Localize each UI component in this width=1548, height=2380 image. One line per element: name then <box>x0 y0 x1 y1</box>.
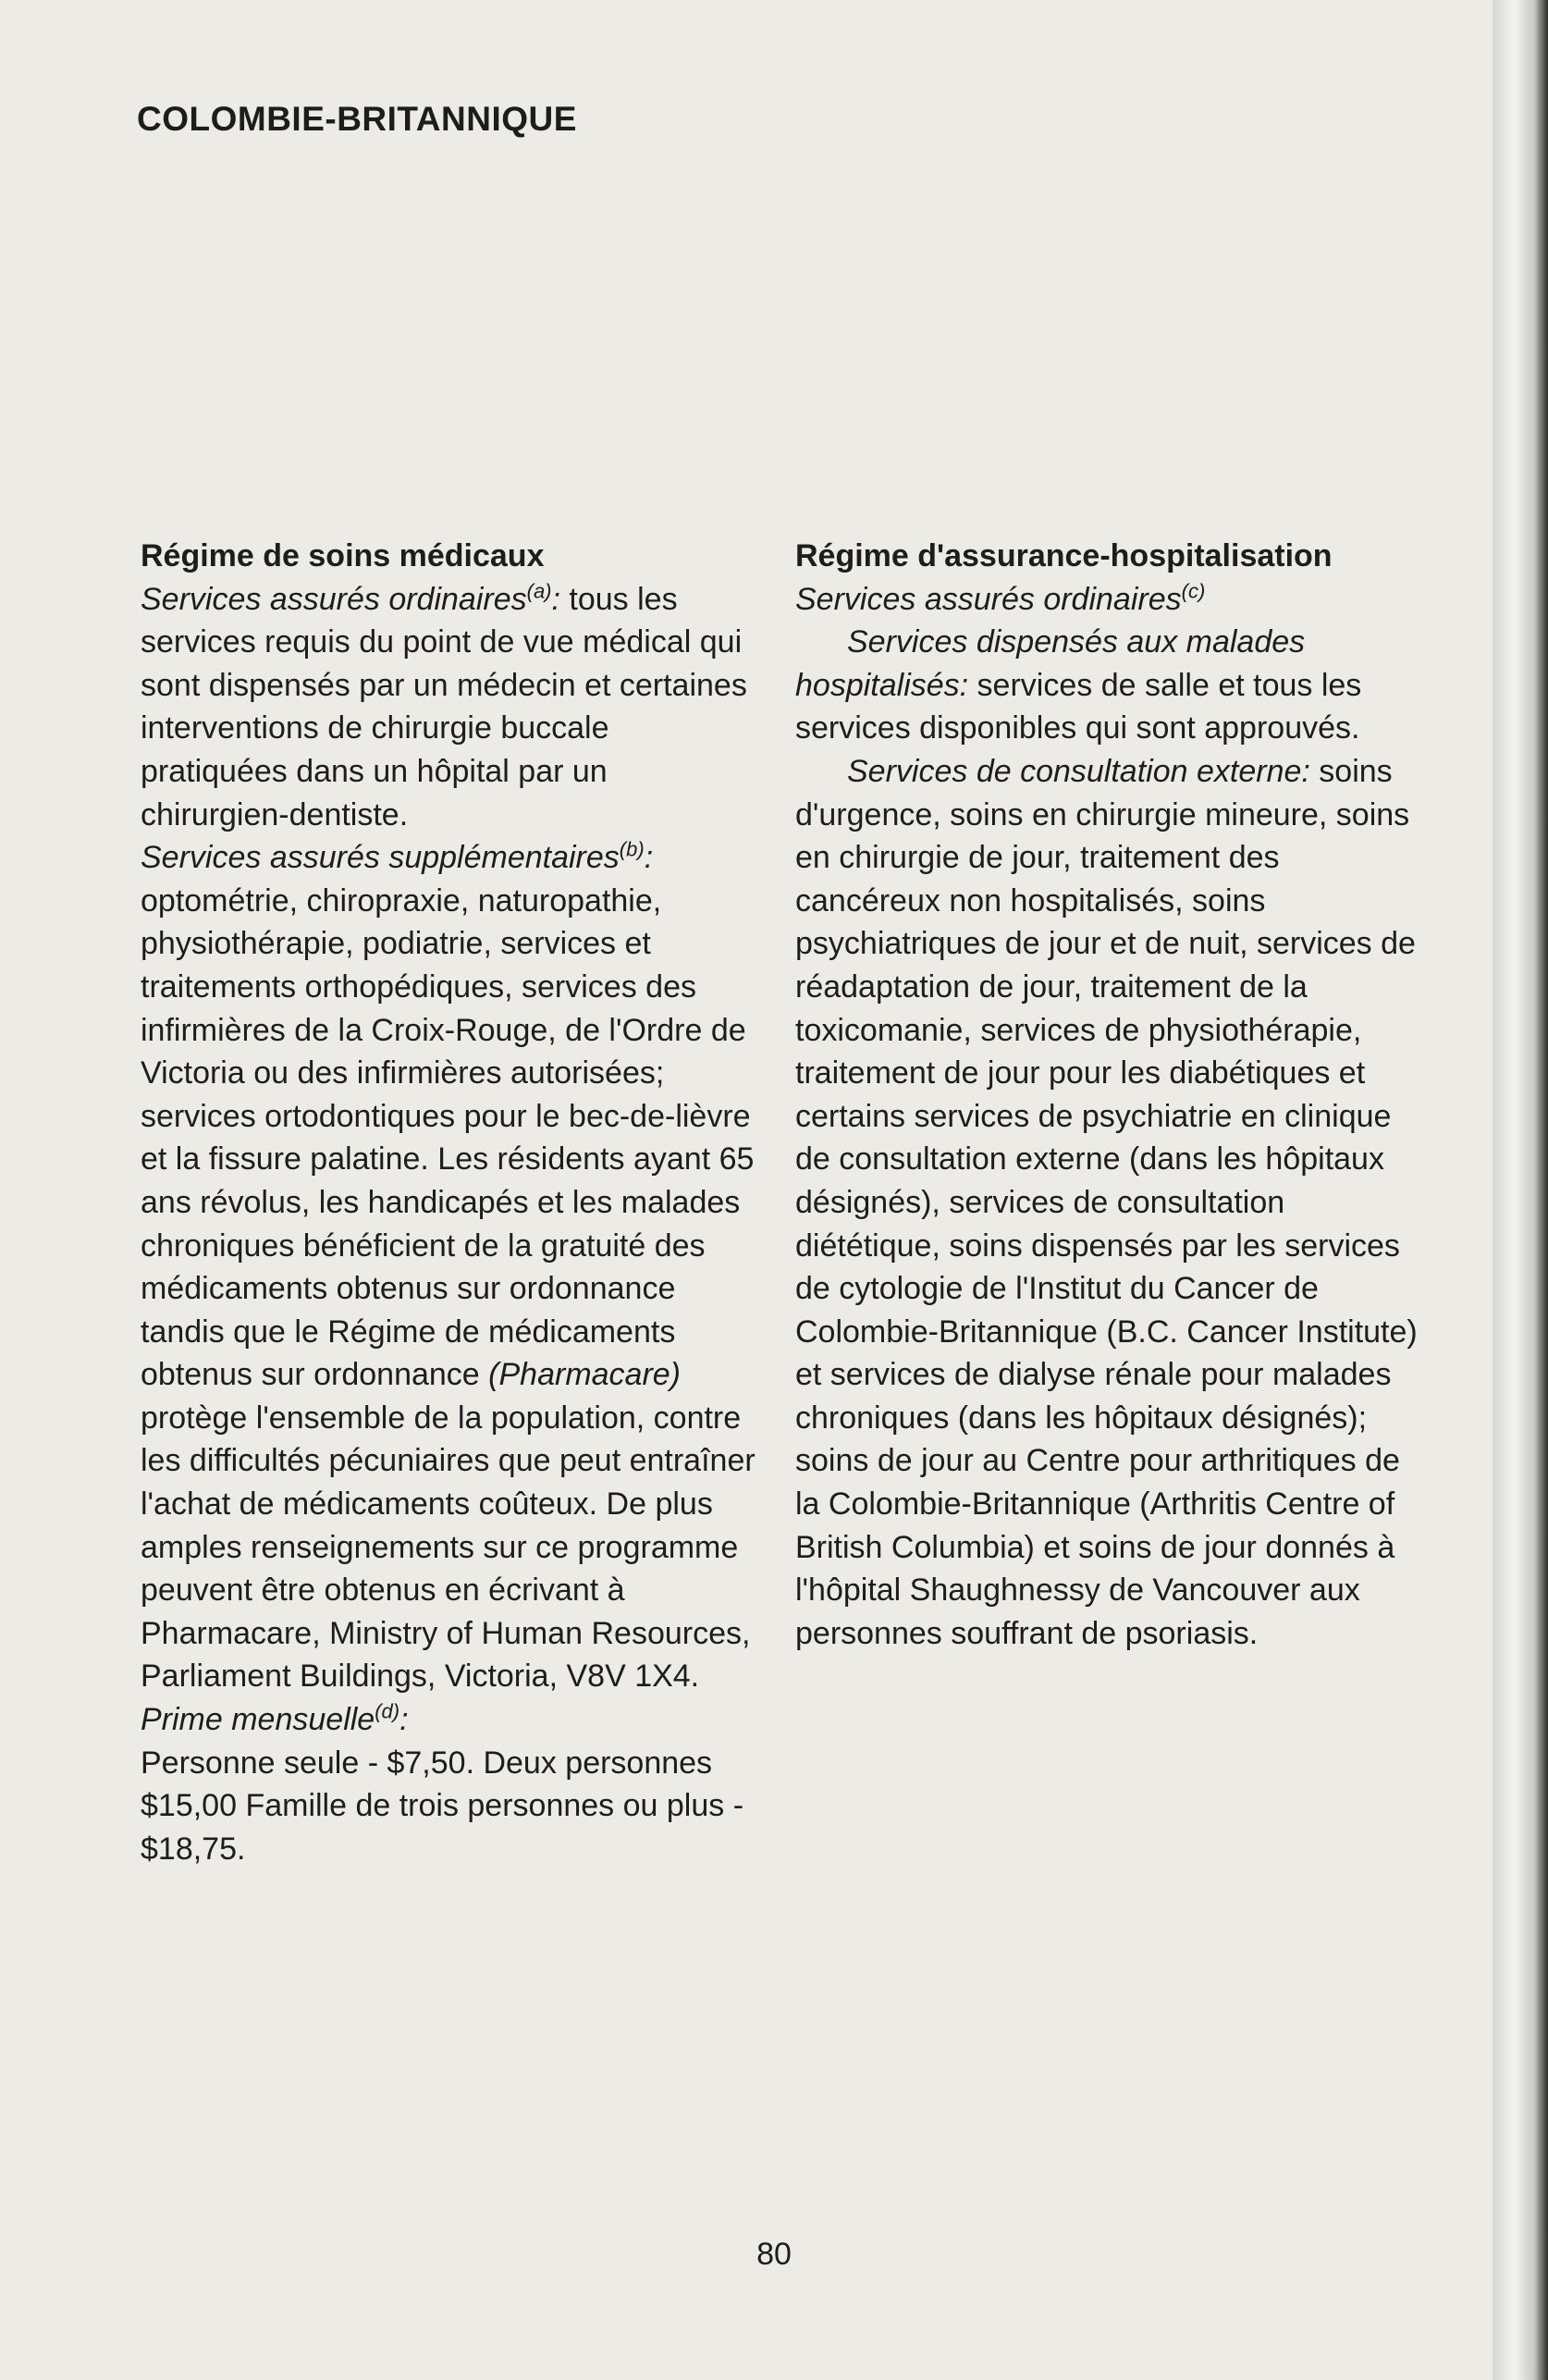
left-p2-text-1: optométrie, chiropraxie, naturopathie, physiothérapie, podiatrie, services et traitements orthopédiques, services des infirmières de la Croix-Rouge, de l'Ordre de Victoria ou des infirmières autorisées; services ortodontiques pour le bec-de-lièvre et la fissure palatine. Les résidents ayant 65 ans révolus, les handicapés et les malades chroniques bénéficient de la gratuité des médicaments obtenus sur ordonnance tandis que le Régime de médicaments obtenus sur ordonnance <box>141 882 755 1393</box>
left-column <box>141 535 760 1870</box>
left-p1-label: Services assurés ordinaires <box>141 581 527 617</box>
left-p3-colon: : <box>399 1702 409 1738</box>
page-edge <box>1493 0 1548 2380</box>
footnote-c: (c) <box>1181 579 1206 603</box>
page-number: 80 <box>756 2237 792 2272</box>
left-paragraph-1 <box>141 578 760 837</box>
page-header: COLOMBIE-BRITANNIQUE <box>137 100 577 138</box>
footnote-d: (d) <box>375 1699 400 1723</box>
right-p1-label: Services assurés ordinaires <box>795 581 1182 617</box>
right-column <box>795 535 1424 1655</box>
left-paragraph-3 <box>141 1698 760 1742</box>
left-p2-text-2: protège l'ensemble de la population, contre les difficultés pécuniaires que peut entraîner l'achat de médicaments coûteux. De plus amples renseignements sur ce programme peuvent être obtenus en écrivant à Pharmacare, Ministry of Human Resources, Parliament Buildings, Victoria, V8V 1X4. <box>141 1400 756 1695</box>
left-p2-label: Services assurés supplémentaires <box>141 840 620 876</box>
footnote-a: (a) <box>526 579 552 603</box>
left-p1-text: tous les services requis du point de vue médical qui sont dispensés par un médecin et certaines interventions de chirurgie buccale pratiquées dans un hôpital par un chirurgien-dentiste. <box>141 581 747 832</box>
right-paragraph-3 <box>795 750 1424 1655</box>
left-p3-label: Prime mensuelle <box>141 1702 375 1738</box>
right-paragraph-2 <box>795 621 1424 750</box>
right-paragraph-1 <box>795 578 1424 622</box>
left-p2-italic: (Pharmacare) <box>488 1357 682 1393</box>
right-p3-text: soins d'urgence, soins en chirurgie mineure, soins en chirurgie de jour, traitement des cancéreux non hospitalisés, soins psychiatriques de jour et de nuit, services de réadaptation de jour, traitement de la toxicomanie, services de physiothérapie, traitement de jour pour les diabétiques et certains services de psychiatrie en clinique de consultation externe (dans les hôpitaux désignés), services de consultation diététique, soins dispensés par les services de cytologie de l'Institut du Cancer de Colombie-Britannique (B.C. Cancer Institute) et services de dialyse rénale pour malades chroniques (dans les hôpitaux désignés); soins de jour au Centre pour arthritiques de la Colombie-Britannique (Arthritis Centre of British Columbia) et soins de jour donnés à l'hôpital Shaughnessy de Vancouver aux personnes souffrant de psoriasis. <box>795 753 1418 1651</box>
footnote-b: (b) <box>619 837 645 861</box>
left-p2-colon: : <box>644 840 654 876</box>
right-p2-text: services de salle et tous les services disponibles qui sont approuvés. <box>795 667 1362 746</box>
right-p2-label: Services dispensés aux malades hospitalisés: <box>795 624 1306 703</box>
right-section-title: Régime d'assurance-hospitalisation <box>795 538 1333 573</box>
left-section-title: Régime de soins médicaux <box>141 538 545 573</box>
left-paragraph-2 <box>141 836 760 1698</box>
right-p3-label: Services de consultation externe: <box>847 753 1310 789</box>
left-p1-colon: : <box>551 581 560 617</box>
left-p3-text: Personne seule - $7,50. Deux personnes $15,00 Famille de trois personnes ou plus - $18,75. <box>141 1745 744 1867</box>
